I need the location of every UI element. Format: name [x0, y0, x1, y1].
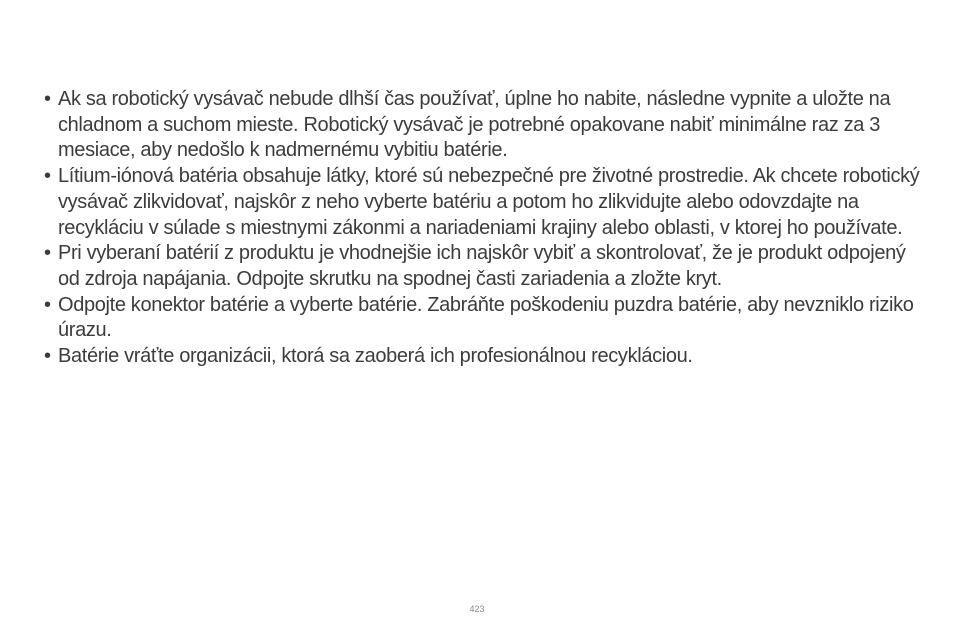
- list-item: [44, 87, 924, 164]
- battery-instructions-list: [44, 87, 924, 370]
- page-number: 423: [469, 604, 485, 614]
- bullet-marker: •: [44, 88, 51, 110]
- bullet-marker: •: [44, 293, 51, 316]
- list-item: [44, 164, 924, 241]
- bullet-marker: •: [44, 165, 51, 188]
- list-item: [44, 293, 924, 344]
- list-item-text: Pri vyberaní batérií z produktu je vhodnejšie ich najskôr vybiť a skontrolovať, že je produkt odpojený od zdroja napájania. Odpojte skrutku na spodnej časti zariadenia a zložte kryt.: [58, 242, 906, 290]
- list-item-text: Batérie vráťte organizácii, ktorá sa zaoberá ich profesionálnou recykláciou.: [58, 345, 693, 368]
- list-item-text: Ak sa robotický vysávač nebude dlhší čas používať, úplne ho nabite, následne vypnite a uložte na chladnom a suchom mieste. Robotický vysávač je potrebné opakovane nabiť minimálne raz za 3 mesiace, aby nedošlo k nadmernému vybitiu batérie.: [58, 88, 891, 162]
- bullet-marker: •: [44, 242, 51, 265]
- bullet-marker: •: [44, 345, 51, 368]
- document-body: [44, 87, 924, 370]
- list-item: [44, 241, 924, 292]
- list-item: [44, 344, 924, 370]
- list-item-text: Lítium-iónová batéria obsahuje látky, ktoré sú nebezpečné pre životné prostredie. Ak chcete robotický vysávač zlikvidovať, najskôr z neho vyberte batériu a potom ho zlikvidujte alebo odovzdajte na recykláciu v súlade s miestnymi zákonmi a nariadeniami krajiny alebo oblasti, v ktorej ho používate.: [58, 165, 920, 239]
- list-item-text: Odpojte konektor batérie a vyberte batérie. Zabráňte poškodeniu puzdra batérie, aby nevzniklo riziko úrazu.: [58, 293, 914, 342]
